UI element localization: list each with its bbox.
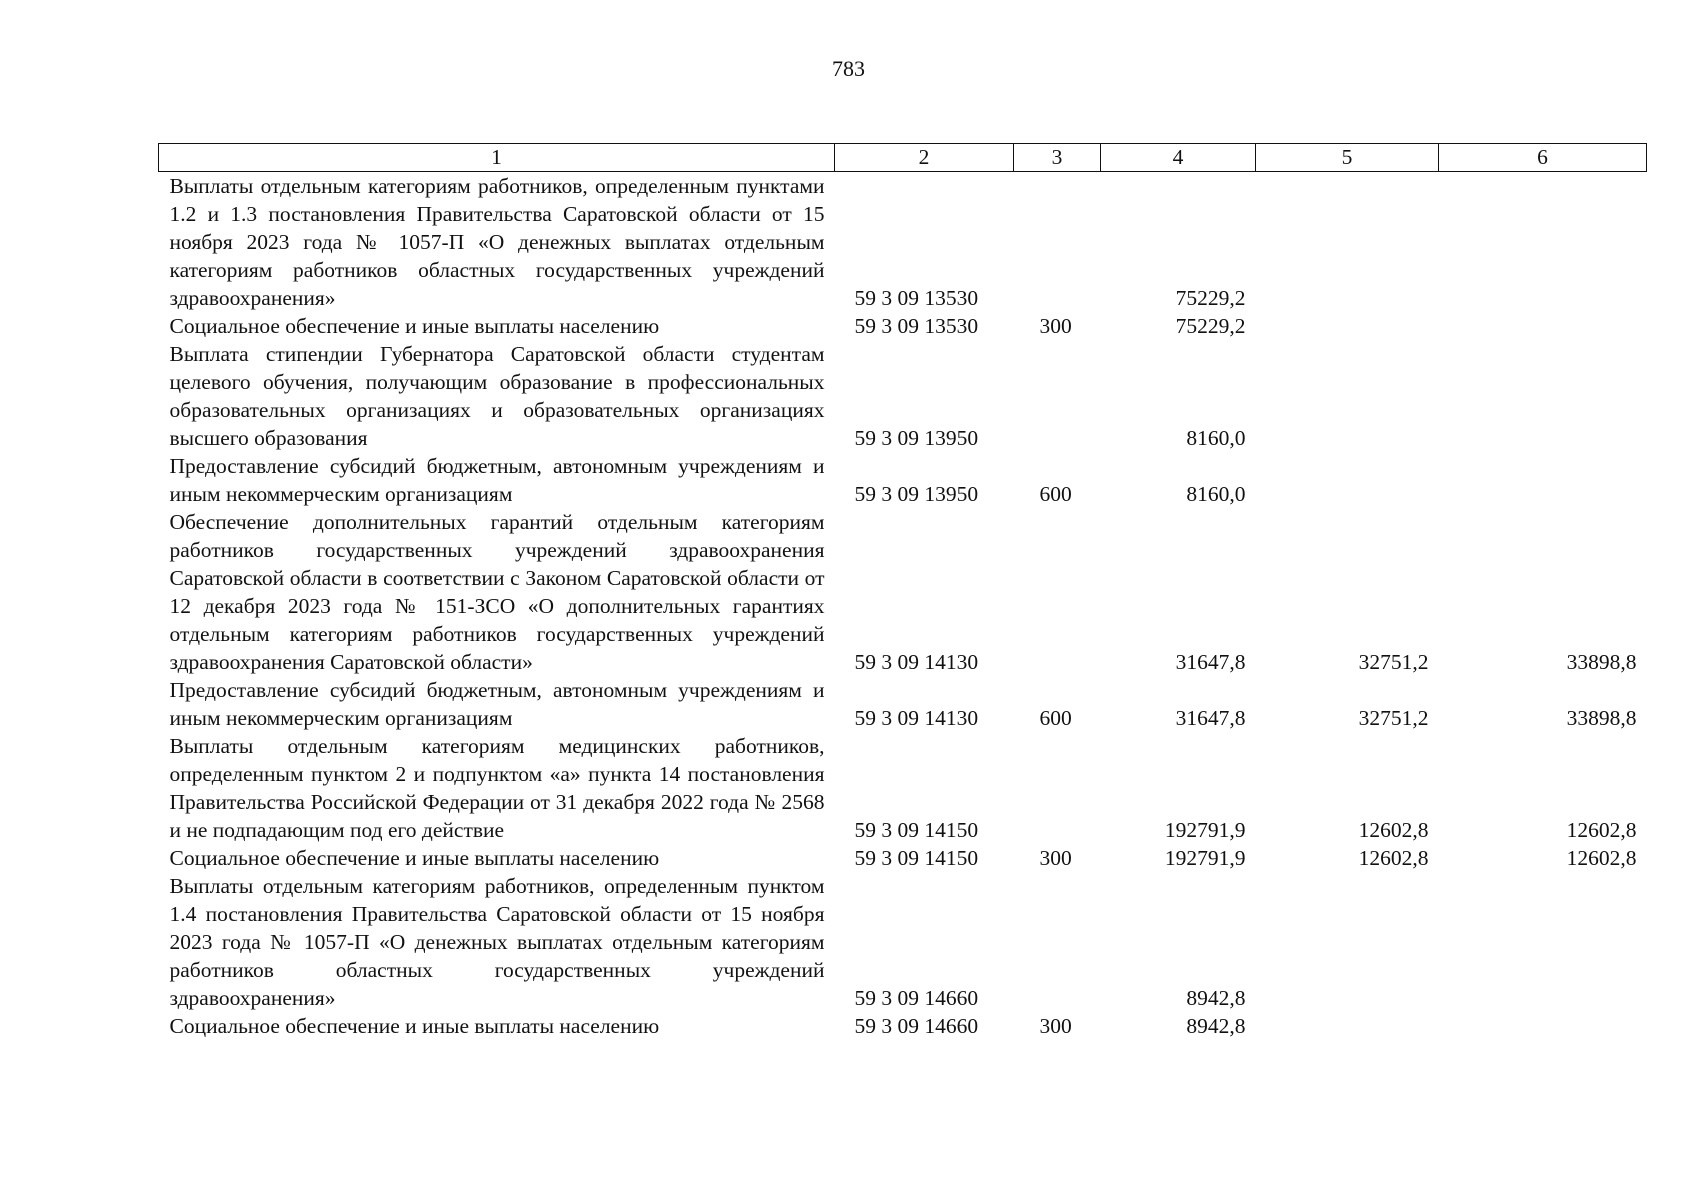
row-expense-type: 300 <box>1039 314 1072 338</box>
row-amount-col4: 31647,8 <box>1175 706 1246 730</box>
table-row <box>159 1012 1647 1040</box>
row-amount-col6: 12602,8 <box>1566 846 1637 870</box>
row-target-article: 59 3 09 14150 <box>854 818 979 842</box>
table-row <box>159 676 1647 732</box>
row-amount-col4: 192791,9 <box>1164 846 1246 870</box>
row-amount-col5: 32751,2 <box>1358 706 1429 730</box>
row-name: Предоставление субсидий бюджетным, автономным учреждениям и иным некоммерческим организациям <box>169 678 825 730</box>
row-amount-col5 <box>1256 312 1439 340</box>
row-name: Выплаты отдельным категориям работников, определенным пунктами 1.2 и 1.3 постановления Правительства Саратовской области от 15 ноября 2023 года № 1057-П «О денежных выплатах отдельным категориям работников областных государственных учреждений здравоохранения» <box>169 174 825 310</box>
column-header-6: 6 <box>1439 144 1647 172</box>
row-amount-col6 <box>1439 172 1647 313</box>
budget-table <box>158 143 1647 1040</box>
row-amount-col6 <box>1439 872 1647 1012</box>
header-row <box>159 144 1647 172</box>
row-name: Предоставление субсидий бюджетным, автономным учреждениям и иным некоммерческим организациям <box>169 454 825 506</box>
row-target-article: 59 3 09 14660 <box>854 986 979 1010</box>
row-amount-col5 <box>1256 872 1439 1012</box>
column-header-3: 3 <box>1014 144 1101 172</box>
row-amount-col5 <box>1256 1012 1439 1040</box>
row-target-article: 59 3 09 13530 <box>854 314 979 338</box>
row-amount-col6 <box>1439 340 1647 452</box>
row-target-article: 59 3 09 13950 <box>854 482 979 506</box>
row-amount-col5 <box>1256 340 1439 452</box>
row-target-article: 59 3 09 14130 <box>854 650 979 674</box>
column-header-5: 5 <box>1256 144 1439 172</box>
page-number: 783 <box>832 56 865 81</box>
row-amount-col6 <box>1439 452 1647 508</box>
table-row <box>159 452 1647 508</box>
row-expense-type <box>1014 508 1101 676</box>
column-header-4: 4 <box>1101 144 1256 172</box>
row-target-article: 59 3 09 14660 <box>854 1014 979 1038</box>
table-row <box>159 844 1647 872</box>
table-row <box>159 312 1647 340</box>
row-name: Выплата стипендии Губернатора Саратовской области студентам целевого обучения, получающим образование в профессиональных образовательных организациях и образовательных организациях высшего образования <box>169 342 825 450</box>
row-expense-type <box>1014 172 1101 313</box>
column-header-2: 2 <box>835 144 1014 172</box>
row-amount-col4: 8160,0 <box>1186 426 1246 450</box>
row-amount-col4: 31647,8 <box>1175 650 1246 674</box>
row-amount-col4: 8942,8 <box>1186 986 1246 1010</box>
row-amount-col5: 32751,2 <box>1358 650 1429 674</box>
row-amount-col6: 12602,8 <box>1566 818 1637 842</box>
row-amount-col6 <box>1439 312 1647 340</box>
row-target-article: 59 3 09 14130 <box>854 706 979 730</box>
table-row <box>159 340 1647 452</box>
row-name: Выплаты отдельным категориям работников, определенным пунктом 1.4 постановления Правительства Саратовской области от 15 ноября 2023 года № 1057-П «О денежных выплатах отдельным категориям работников областных государственных учреждений здравоохранения» <box>169 874 825 1010</box>
row-name: Социальное обеспечение и иные выплаты населению <box>169 846 660 870</box>
row-amount-col5 <box>1256 172 1439 313</box>
row-expense-type: 300 <box>1039 1014 1072 1038</box>
row-expense-type: 600 <box>1039 482 1072 506</box>
row-expense-type <box>1014 732 1101 844</box>
row-name: Обеспечение дополнительных гарантий отдельным категориям работников государственных учреждений здравоохранения Саратовской области в соответствии с Законом Саратовской области от 12 декабря 2023 года № 151-ЗСО «О дополнительных гарантиях отдельным категориям работников государственных учреждений здравоохранения Саратовской области» <box>169 510 825 674</box>
row-amount-col5 <box>1256 452 1439 508</box>
table-body <box>159 172 1647 1041</box>
row-target-article: 59 3 09 13530 <box>854 286 979 310</box>
column-header-1: 1 <box>159 144 835 172</box>
row-expense-type <box>1014 872 1101 1012</box>
row-name: Социальное обеспечение и иные выплаты населению <box>169 1014 660 1038</box>
row-amount-col6: 33898,8 <box>1566 706 1637 730</box>
row-expense-type: 300 <box>1039 846 1072 870</box>
row-name: Выплаты отдельным категориям медицинских работников, определенным пунктом 2 и подпунктом «а» пункта 14 постановления Правительства Российской Федерации от 31 декабря 2022 года № 2568 и не подпадающим под его действие <box>169 734 825 842</box>
table-header <box>159 144 1647 172</box>
row-amount-col4: 75229,2 <box>1175 314 1246 338</box>
row-amount-col4: 8160,0 <box>1186 482 1246 506</box>
table-row <box>159 732 1647 844</box>
table-row <box>159 172 1647 313</box>
row-name: Социальное обеспечение и иные выплаты населению <box>169 314 660 338</box>
row-expense-type <box>1014 340 1101 452</box>
row-amount-col6 <box>1439 1012 1647 1040</box>
row-amount-col5: 12602,8 <box>1358 846 1429 870</box>
row-amount-col4: 75229,2 <box>1175 286 1246 310</box>
row-expense-type: 600 <box>1039 706 1072 730</box>
row-amount-col6: 33898,8 <box>1566 650 1637 674</box>
row-amount-col4: 192791,9 <box>1164 818 1246 842</box>
row-target-article: 59 3 09 13950 <box>854 426 979 450</box>
row-amount-col4: 8942,8 <box>1186 1014 1246 1038</box>
row-target-article: 59 3 09 14150 <box>854 846 979 870</box>
table-row <box>159 872 1647 1012</box>
table-row <box>159 508 1647 676</box>
row-amount-col5: 12602,8 <box>1358 818 1429 842</box>
